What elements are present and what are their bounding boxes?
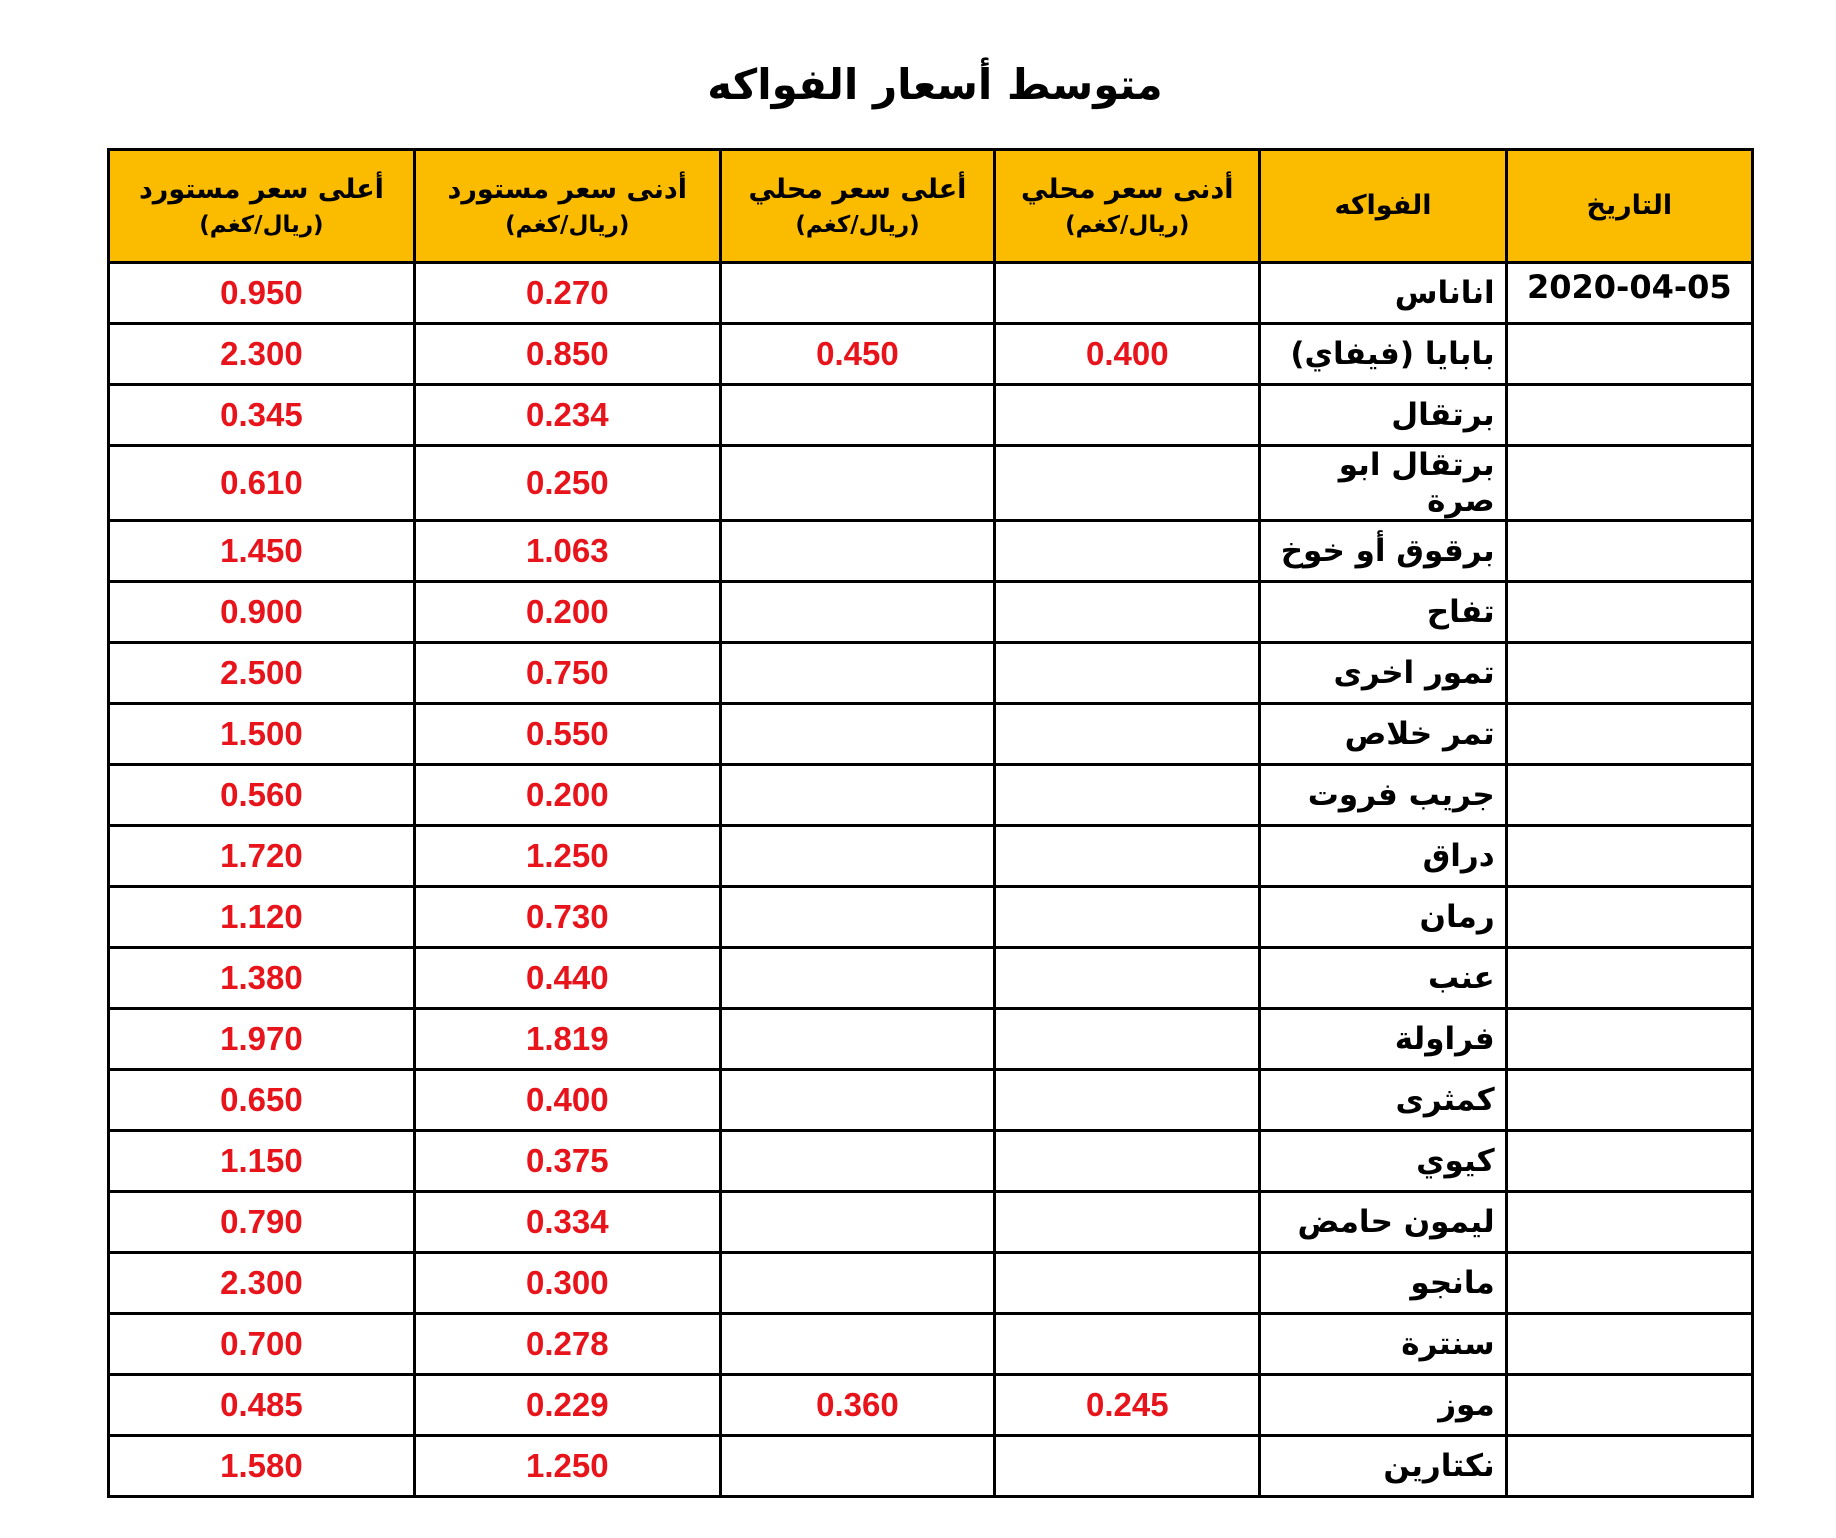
table-row — [109, 1131, 1753, 1192]
date-cell — [1506, 1070, 1752, 1131]
import-min-cell: 1.063 — [414, 521, 720, 582]
local-max-cell — [720, 1070, 995, 1131]
fruit-name-cell: مانجو — [1260, 1253, 1506, 1314]
header-import-max-label: أعلى سعر مستورد — [138, 173, 384, 205]
fruit-name-cell: تفاح — [1260, 582, 1506, 643]
local-max-cell — [720, 1009, 995, 1070]
import-min-cell: 0.400 — [414, 1070, 720, 1131]
local-min-cell: 0.400 — [995, 324, 1260, 385]
import-max-cell: 1.970 — [109, 1009, 415, 1070]
date-cell — [1506, 1253, 1752, 1314]
import-max-cell: 1.500 — [109, 704, 415, 765]
table-row — [109, 1375, 1753, 1436]
local-min-cell — [995, 826, 1260, 887]
fruit-name-cell: موز — [1260, 1375, 1506, 1436]
local-max-cell — [720, 765, 995, 826]
local-min-cell — [995, 582, 1260, 643]
local-min-cell — [995, 1436, 1260, 1497]
import-max-cell: 0.790 — [109, 1192, 415, 1253]
import-min-cell: 0.250 — [414, 446, 720, 521]
import-min-cell: 0.270 — [414, 263, 720, 324]
table-row — [109, 263, 1753, 324]
table-row — [109, 582, 1753, 643]
fruit-name-cell: كمثرى — [1260, 1070, 1506, 1131]
date-cell — [1506, 324, 1752, 385]
table-body — [109, 263, 1753, 1497]
fruit-name-cell: ليمون حامض — [1260, 1192, 1506, 1253]
import-min-cell: 0.300 — [414, 1253, 720, 1314]
table-row — [109, 643, 1753, 704]
date-cell — [1506, 1131, 1752, 1192]
fruit-name-cell: فراولة — [1260, 1009, 1506, 1070]
import-min-cell: 0.750 — [414, 643, 720, 704]
table-row — [109, 1070, 1753, 1131]
date-cell — [1506, 887, 1752, 948]
table-row — [109, 446, 1753, 521]
import-max-cell: 1.720 — [109, 826, 415, 887]
date-cell: 2020-04-05 — [1506, 263, 1752, 324]
import-min-cell: 1.250 — [414, 826, 720, 887]
table-row — [109, 765, 1753, 826]
import-min-cell: 0.278 — [414, 1314, 720, 1375]
local-min-cell: 0.245 — [995, 1375, 1260, 1436]
table-row — [109, 948, 1753, 1009]
local-max-cell — [720, 1131, 995, 1192]
header-local-max-label: أعلى سعر محلي — [748, 173, 967, 205]
import-min-cell: 0.440 — [414, 948, 720, 1009]
import-min-cell: 0.850 — [414, 324, 720, 385]
local-min-cell — [995, 385, 1260, 446]
header-import-max — [109, 150, 415, 263]
table-row — [109, 521, 1753, 582]
local-min-cell — [995, 263, 1260, 324]
fruit-name-cell: عنب — [1260, 948, 1506, 1009]
header-local-min-unit: (ريال/كغم) — [1065, 211, 1190, 238]
date-cell — [1506, 385, 1752, 446]
local-max-cell — [720, 1192, 995, 1253]
fruit-name-cell: اناناس — [1260, 263, 1506, 324]
import-min-cell: 0.334 — [414, 1192, 720, 1253]
local-max-cell: 0.360 — [720, 1375, 995, 1436]
import-min-cell: 1.819 — [414, 1009, 720, 1070]
local-max-cell — [720, 521, 995, 582]
date-cell — [1506, 1375, 1752, 1436]
table-row — [109, 1192, 1753, 1253]
import-max-cell: 0.700 — [109, 1314, 415, 1375]
local-min-cell — [995, 887, 1260, 948]
import-max-cell: 1.450 — [109, 521, 415, 582]
import-max-cell: 0.485 — [109, 1375, 415, 1436]
fruit-name-cell: بابايا (فيفاي) — [1260, 324, 1506, 385]
table-row — [109, 1314, 1753, 1375]
fruit-name-cell: برقوق أو خوخ — [1260, 521, 1506, 582]
local-max-cell — [720, 385, 995, 446]
import-max-cell: 0.950 — [109, 263, 415, 324]
header-row — [109, 150, 1753, 263]
local-min-cell — [995, 643, 1260, 704]
header-import-min-label: أدنى سعر مستورد — [447, 173, 688, 205]
import-max-cell: 0.345 — [109, 385, 415, 446]
import-max-cell: 2.300 — [109, 324, 415, 385]
import-min-cell: 0.200 — [414, 582, 720, 643]
date-cell — [1506, 643, 1752, 704]
fruit-name-cell: تمور اخرى — [1260, 643, 1506, 704]
date-cell — [1506, 1314, 1752, 1375]
import-max-cell: 1.380 — [109, 948, 415, 1009]
import-max-cell: 0.650 — [109, 1070, 415, 1131]
import-max-cell: 0.610 — [109, 446, 415, 521]
table-row — [109, 385, 1753, 446]
date-cell — [1506, 1009, 1752, 1070]
header-import-max-unit: (ريال/كغم) — [199, 211, 324, 238]
local-max-cell — [720, 582, 995, 643]
local-max-cell — [720, 948, 995, 1009]
local-max-cell — [720, 1314, 995, 1375]
header-import-min-unit: (ريال/كغم) — [505, 211, 630, 238]
import-max-cell: 1.120 — [109, 887, 415, 948]
import-min-cell: 0.200 — [414, 765, 720, 826]
header-local-min — [995, 150, 1260, 263]
local-max-cell — [720, 704, 995, 765]
table-row — [109, 826, 1753, 887]
table-row — [109, 1436, 1753, 1497]
local-max-cell — [720, 446, 995, 521]
table-row — [109, 324, 1753, 385]
local-min-cell — [995, 1314, 1260, 1375]
fruit-price-table — [107, 148, 1754, 1498]
fruit-name-cell: رمان — [1260, 887, 1506, 948]
import-min-cell: 0.234 — [414, 385, 720, 446]
local-max-cell — [720, 1253, 995, 1314]
import-max-cell: 0.900 — [109, 582, 415, 643]
fruit-name-cell: تمر خلاص — [1260, 704, 1506, 765]
local-min-cell — [995, 704, 1260, 765]
header-fruit: الفواكه — [1260, 150, 1506, 263]
import-max-cell: 1.150 — [109, 1131, 415, 1192]
header-import-min — [414, 150, 720, 263]
local-min-cell — [995, 446, 1260, 521]
local-max-cell: 0.450 — [720, 324, 995, 385]
local-min-cell — [995, 1009, 1260, 1070]
local-min-cell — [995, 765, 1260, 826]
table-row — [109, 1009, 1753, 1070]
import-max-cell: 0.560 — [109, 765, 415, 826]
date-cell — [1506, 1192, 1752, 1253]
date-cell — [1506, 446, 1752, 521]
local-max-cell — [720, 826, 995, 887]
date-cell — [1506, 1436, 1752, 1497]
local-min-cell — [995, 1253, 1260, 1314]
import-min-cell: 0.375 — [414, 1131, 720, 1192]
fruit-name-cell: برتقال — [1260, 385, 1506, 446]
local-min-cell — [995, 948, 1260, 1009]
fruit-name-cell: نكتارين — [1260, 1436, 1506, 1497]
date-cell — [1506, 826, 1752, 887]
local-max-cell — [720, 887, 995, 948]
date-cell — [1506, 704, 1752, 765]
fruit-name-cell: كيوي — [1260, 1131, 1506, 1192]
fruit-name-cell: دراق — [1260, 826, 1506, 887]
date-cell — [1506, 948, 1752, 1009]
date-cell — [1506, 765, 1752, 826]
header-date: التاريخ — [1506, 150, 1752, 263]
date-cell — [1506, 521, 1752, 582]
table-row — [109, 704, 1753, 765]
import-min-cell: 1.250 — [414, 1436, 720, 1497]
date-cell — [1506, 582, 1752, 643]
fruit-name-cell: سنترة — [1260, 1314, 1506, 1375]
fruit-name-cell: برتقال ابو صرة — [1260, 446, 1506, 521]
table-row — [109, 1253, 1753, 1314]
import-min-cell: 0.550 — [414, 704, 720, 765]
local-min-cell — [995, 1131, 1260, 1192]
import-max-cell: 2.500 — [109, 643, 415, 704]
header-local-max — [720, 150, 995, 263]
local-max-cell — [720, 643, 995, 704]
local-min-cell — [995, 521, 1260, 582]
page-title: متوسط أسعار الفواكه — [707, 60, 1163, 109]
table-row — [109, 887, 1753, 948]
local-min-cell — [995, 1192, 1260, 1253]
fruit-name-cell: جريب فروت — [1260, 765, 1506, 826]
import-min-cell: 0.730 — [414, 887, 720, 948]
local-max-cell — [720, 1436, 995, 1497]
import-max-cell: 2.300 — [109, 1253, 415, 1314]
header-local-max-unit: (ريال/كغم) — [795, 211, 920, 238]
local-max-cell — [720, 263, 995, 324]
import-min-cell: 0.229 — [414, 1375, 720, 1436]
import-max-cell: 1.580 — [109, 1436, 415, 1497]
local-min-cell — [995, 1070, 1260, 1131]
header-local-min-label: أدنى سعر محلي — [1021, 173, 1234, 205]
